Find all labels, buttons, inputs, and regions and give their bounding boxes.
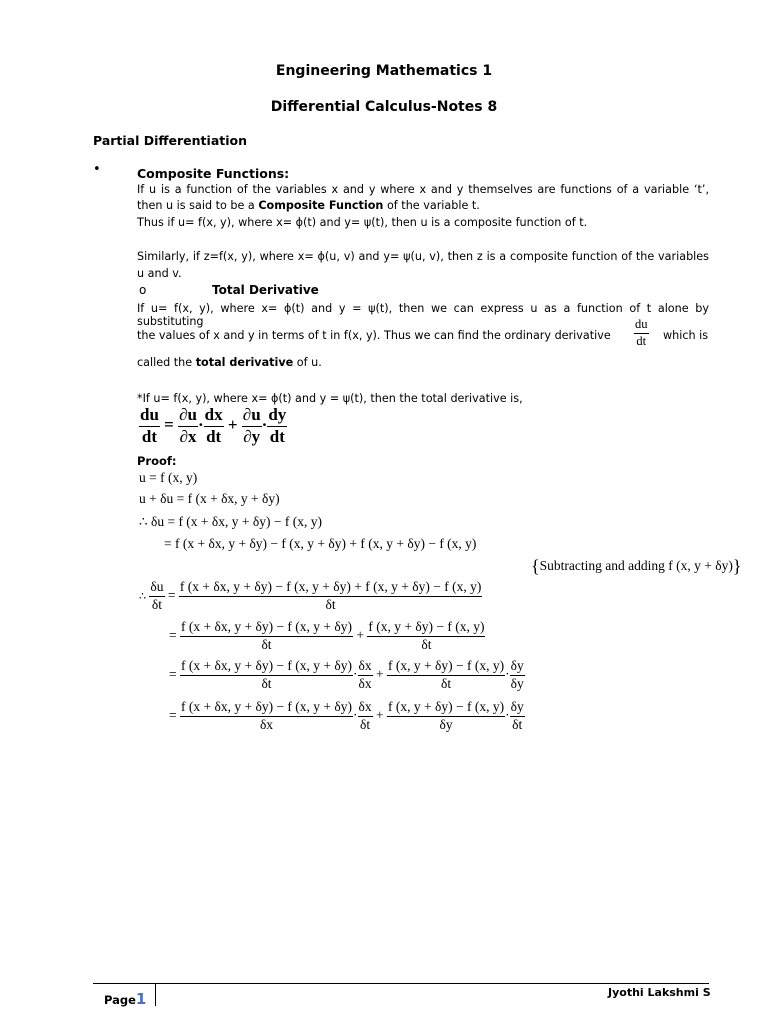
p8-equals: =: [169, 666, 177, 682]
section-heading: Partial Differentiation: [93, 133, 248, 148]
proof-line-6: [139, 580, 482, 613]
formula-t4-num: dy: [267, 406, 287, 427]
formula-equals: =: [164, 415, 174, 435]
total-line-3c: of u.: [293, 356, 322, 369]
p9-dot-2: ·: [505, 707, 510, 723]
formula-t4-den: dt: [269, 426, 285, 446]
formula-lhs-den: dt: [141, 426, 158, 446]
p9-d-num: δy: [510, 700, 525, 717]
p8-dot-1: ·: [353, 666, 358, 682]
p6-equals: =: [167, 587, 176, 603]
composite-line-5: u and v.: [137, 267, 182, 280]
p9-b-den: δt: [360, 716, 371, 732]
p7-b-den: δt: [421, 636, 432, 652]
proof-line-3: ∴ δu = f (x + δx, y + δy) − f (x, y): [139, 514, 322, 529]
total-line-2: the values of x and y in terms of t in f(x, y). Thus we can find the ordinary derivative: [137, 329, 611, 342]
therefore-symbol: ∴: [139, 590, 146, 603]
p7-equals: =: [169, 627, 177, 643]
p8-d-num: δy: [510, 659, 525, 676]
formula-dot-1: ·: [197, 415, 204, 435]
p7-b-num: f (x, y + δy) − f (x, y): [367, 620, 485, 637]
composite-line-3: Thus if u= f(x, y), where x= ϕ(t) and y= ψ(t), then u is a composite function of t.: [137, 216, 588, 229]
p6-num: f (x + δx, y + δy) − f (x, y + δy) + f (x, y + δy) − f (x, y): [179, 580, 482, 597]
formula-dot-2: ·: [261, 415, 268, 435]
total-line-3: [137, 356, 322, 369]
p8-d-den: δy: [510, 675, 524, 691]
formula-lhs-num: du: [139, 406, 160, 427]
total-line-4: *If u= f(x, y), where x= ϕ(t) and y = ψ(t), then the total derivative is,: [137, 392, 523, 405]
p9-b-num: δx: [358, 700, 373, 717]
p8-b-den: δx: [358, 675, 372, 691]
document-title: Engineering Mathematics 1: [275, 63, 493, 79]
inline-derivative-den: dt: [636, 333, 647, 348]
p9-a-den: δx: [259, 716, 274, 732]
proof-line-1: u = f (x, y): [139, 470, 198, 485]
footer-page-separator: [155, 983, 156, 1006]
composite-line-2a: then u is said to be a: [137, 199, 259, 212]
p9-a-num: f (x + δx, y + δy) − f (x, y + δy): [180, 700, 353, 717]
p9-c-den: δy: [439, 716, 453, 732]
p9-c-num: f (x, y + δy) − f (x, y): [387, 700, 505, 717]
proof-line-2: u + δu = f (x + δx, y + δy): [139, 491, 280, 506]
document-subtitle: Differential Calculus-Notes 8: [270, 99, 498, 115]
page-label: Page: [104, 993, 136, 1007]
formula-t2-den: dt: [206, 426, 222, 446]
total-line-1: If u= f(x, y), where x= ϕ(t) and y = ψ(t), then we can express u as a function of t alone by substituting: [137, 302, 709, 328]
author-name: Jyothi Lakshmi S: [608, 986, 711, 999]
formula-t1-num: ∂u: [178, 406, 198, 427]
inline-derivative-num: du: [634, 318, 649, 334]
p8-c-den: δt: [440, 675, 452, 691]
bullet-icon: •: [93, 162, 101, 177]
p8-plus: +: [376, 666, 384, 682]
inline-derivative: [634, 318, 649, 349]
page-number-value: 1: [135, 990, 147, 1008]
formula-t1-den: ∂x: [179, 426, 197, 446]
p6-den: δt: [325, 596, 336, 612]
composite-line-4: Similarly, if z=f(x, y), where x= ϕ(u, v) and y= ψ(u, v), then z is a composite function of the variables: [137, 250, 709, 263]
p7-a-num: f (x + δx, y + δy) − f (x, y + δy): [180, 620, 353, 637]
p9-equals: =: [169, 707, 177, 723]
footer-divider: [93, 983, 709, 984]
page-number: [104, 990, 146, 1008]
formula-t3-num: ∂u: [242, 406, 262, 427]
composite-line-2c: of the variable t.: [383, 199, 480, 212]
proof-line-9: [169, 700, 525, 733]
proof-line-5-text: Subtracting and adding f (x, y + δy): [539, 558, 733, 573]
p8-a-den: δt: [261, 675, 272, 691]
p6-lhs-den: δt: [151, 596, 162, 612]
p8-b-num: δx: [358, 659, 373, 676]
composite-line-1: If u is a function of the variables x and y where x and y themselves are functions of a variable ‘t’,: [137, 183, 709, 196]
p7-plus: +: [356, 627, 365, 643]
p8-a-num: f (x + δx, y + δy) − f (x, y + δy): [180, 659, 353, 676]
total-derivative-heading: Total Derivative: [212, 283, 319, 297]
total-derivative-term: total derivative: [195, 356, 294, 369]
proof-line-7: [169, 620, 485, 653]
proof-line-4: = f (x + δx, y + δy) − f (x, y + δy) + f (x, y + δy) − f (x, y): [164, 536, 477, 551]
p8-c-num: f (x, y + δy) − f (x, y): [387, 659, 505, 676]
total-derivative-formula: [139, 406, 287, 446]
p9-plus: +: [376, 707, 384, 723]
total-line-2-end: which is: [663, 329, 709, 342]
proof-line-5: {Subtracting and adding f (x, y + δy)}: [531, 556, 742, 576]
p6-lhs-num: δu: [149, 580, 164, 597]
sub-bullet-icon: o: [139, 283, 147, 297]
p7-a-den: δt: [261, 636, 272, 652]
p9-dot-1: ·: [353, 707, 358, 723]
formula-plus: +: [227, 415, 238, 435]
composite-heading: Composite Functions:: [137, 166, 290, 181]
formula-t3-den: ∂y: [243, 426, 261, 446]
p9-d-den: δt: [512, 716, 523, 732]
proof-label: Proof:: [137, 454, 177, 468]
composite-line-2: [137, 199, 480, 212]
proof-line-8: [169, 659, 525, 692]
composite-term: Composite Function: [258, 199, 384, 212]
formula-t2-num: dx: [204, 406, 224, 427]
total-line-3a: called the: [137, 356, 196, 369]
p8-dot-2: ·: [505, 666, 510, 682]
